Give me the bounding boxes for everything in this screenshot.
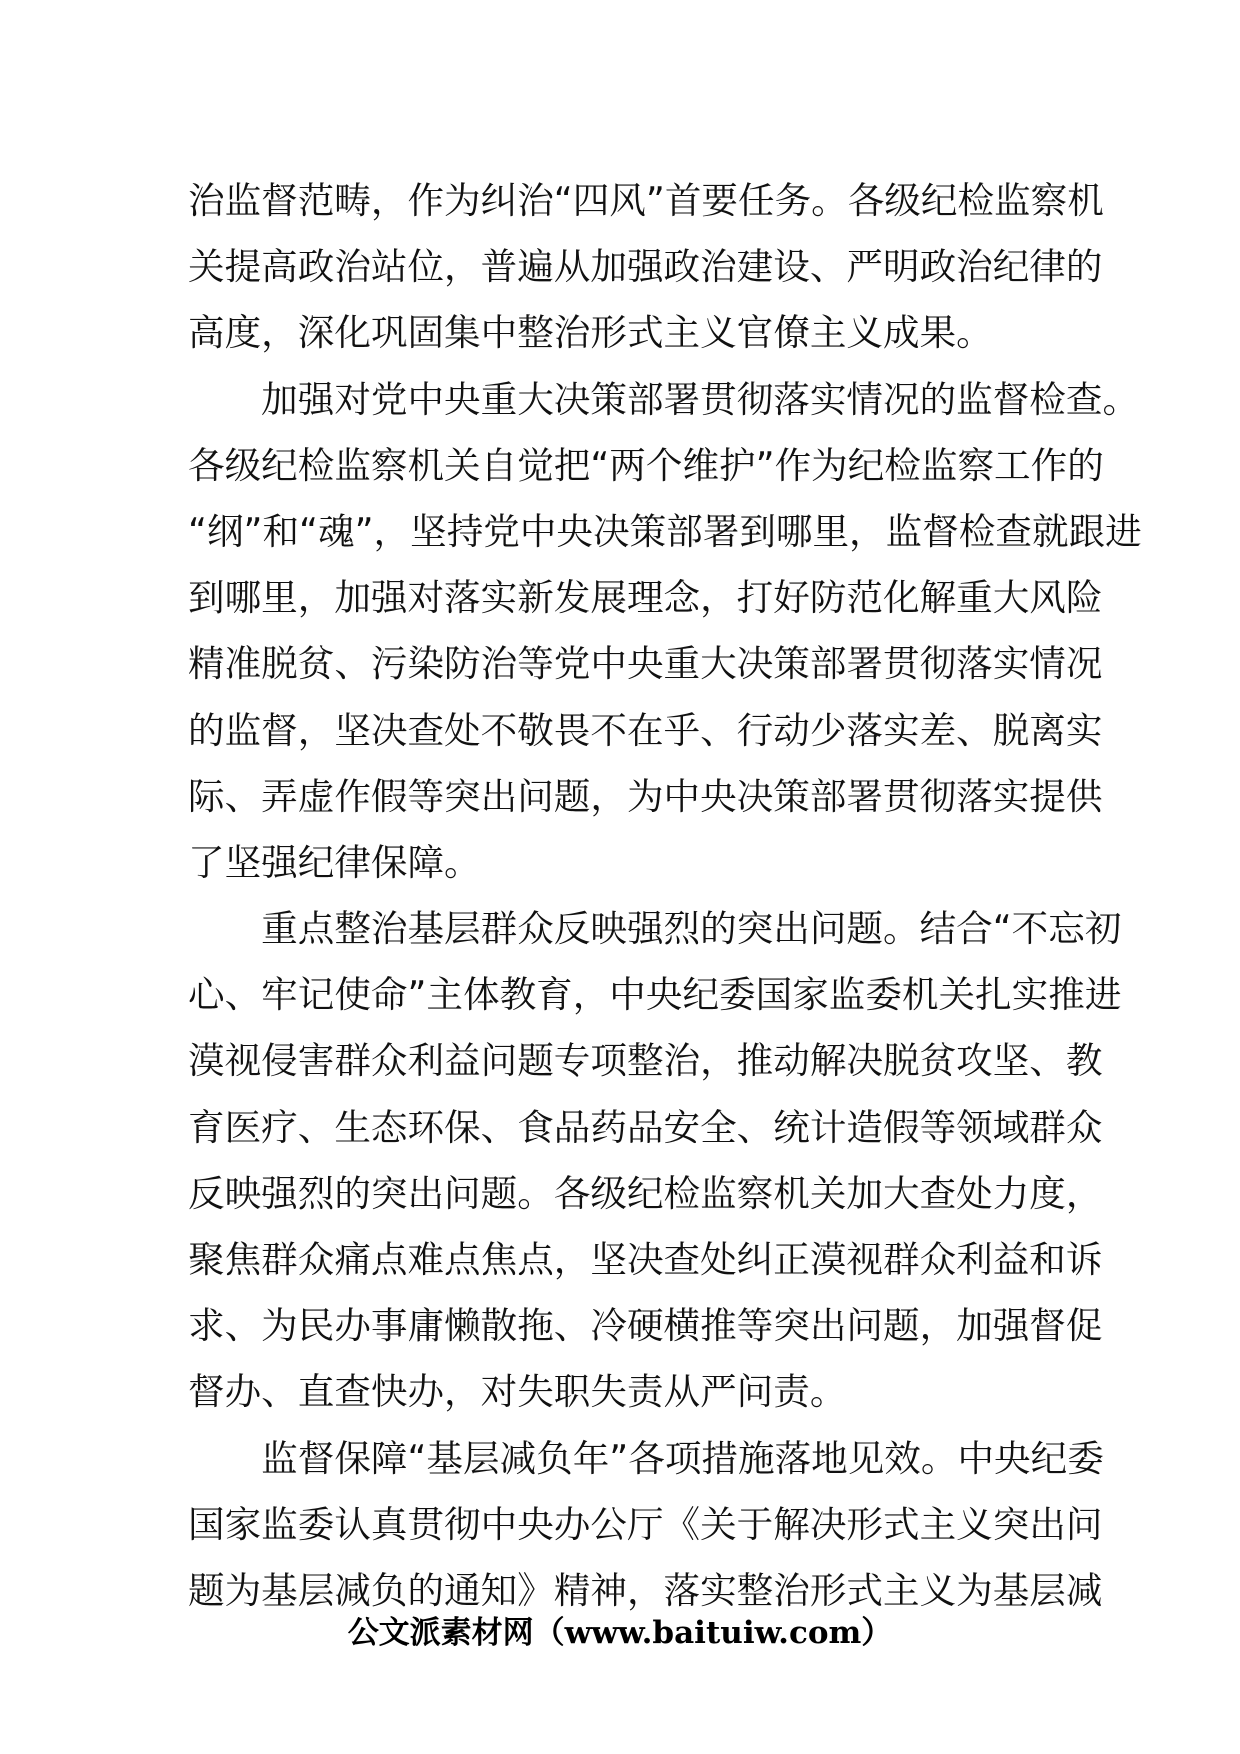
text-line: 心、牢记使命”主体教育，中央纪委国家监委机关扎实推进 xyxy=(188,973,1122,1017)
text-line: 漠视侵害群众利益问题专项整治，推动解决脱贫攻坚、教 xyxy=(188,1039,1103,1083)
text-line: 际、弄虚作假等突出问题，为中央决策部署贯彻落实提供 xyxy=(188,774,1103,818)
text-line: 求、为民办事庸懒散拖、冷硬横推等突出问题，加强督促 xyxy=(188,1304,1103,1348)
text-line: 加强对党中央重大决策部署贯彻落实情况的监督检查。 xyxy=(188,377,1140,421)
text-line: 重点整治基层群众反映强烈的突出问题。结合“不忘初 xyxy=(188,907,1122,951)
text-line: 督办、直查快办，对失职失责从严问责。 xyxy=(188,1370,847,1414)
text-line: 了坚强纪律保障。 xyxy=(188,840,481,884)
text-line: 各级纪检监察机关自觉把“两个维护”作为纪检监察工作的 xyxy=(188,443,1104,487)
text-line: “纲”和“魂”，坚持党中央决策部署到哪里，监督检查就跟进 xyxy=(188,509,1142,553)
text-line: 治监督范畴，作为纠治“四风”首要任务。各级纪检监察机 xyxy=(188,179,1104,222)
text-line: 的监督，坚决查处不敬畏不在乎、行动少落实差、脱离实 xyxy=(188,708,1103,752)
text-line: 题为基层减负的通知》精神，落实整治形式主义为基层减 xyxy=(188,1568,1103,1612)
document-body xyxy=(188,168,1142,1624)
body-text xyxy=(188,168,1142,1624)
text-line: 到哪里，加强对落实新发展理念，打好防范化解重大风险 xyxy=(188,576,1103,620)
text-line: 关提高政治站位，普遍从加强政治建设、严明政治纪律的 xyxy=(188,245,1103,289)
text-line: 育医疗、生态环保、食品药品安全、统计造假等领域群众 xyxy=(188,1105,1103,1149)
text-line: 聚焦群众痛点难点焦点，坚决查处纠正漠视群众利益和诉 xyxy=(188,1238,1103,1281)
text-line: 高度，深化巩固集中整治形式主义官僚主义成果。 xyxy=(188,311,993,355)
text-line: 监督保障“基层减负年”各项措施落地见效。中央纪委 xyxy=(188,1436,1104,1480)
text-line: 反映强烈的突出问题。各级纪检监察机关加大查处力度， xyxy=(188,1171,1103,1215)
text-line: 国家监委认真贯彻中央办公厅《关于解决形式主义突出问 xyxy=(188,1502,1103,1546)
text-line: 精准脱贫、污染防治等党中央重大决策部署贯彻落实情况 xyxy=(188,642,1103,686)
page-footer: 公文派素材网（www.baituiw.com） xyxy=(347,1615,893,1651)
